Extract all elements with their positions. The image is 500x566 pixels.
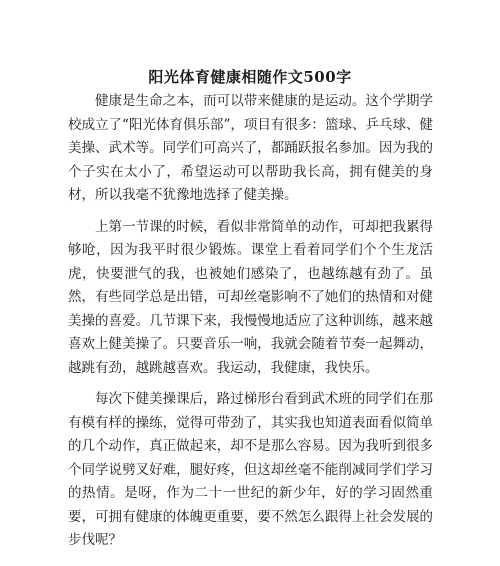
article-body bbox=[68, 90, 433, 561]
article-title: 阳光体育健康相随作文500字 bbox=[148, 68, 352, 86]
article-paragraph: 每次下健美操课后，路过梯形台看到武术班的同学们在那有模有样的操练，觉得可带劲了，其实我也知道表面看似简单的几个动作，真正做起来，却不是那么容易。因为我听到很多个同学说劈叉好难，腿好疼，但这却丝毫不能削减同学们学习的热情。是呀，作为二十一世纪的新少年，好的学习固然重要，可拥有健康的体魄更重要，要不然怎么跟得上社会发展的步伐呢？ bbox=[68, 391, 433, 548]
bottom-fade bbox=[0, 550, 500, 566]
article-paragraph: 上第一节课的时候，看似非常简单的动作，可却把我累得够呛，因为我平时很少锻炼。课堂上看着同学们个个生龙活虎，快要泄气的我，也被她们感染了，也越练越有劲了。虽然，有些同学总是出错，可却丝毫影响不了她们的热情和对健美操的喜爱。几节课下来，我慢慢地适应了这种训练，越来越喜欢上健美操了。只要音乐一响，我就会随着节奏一起舞动，越跳有劲，越跳越喜欢。我运动，我健康，我快乐。 bbox=[68, 218, 433, 376]
article-paragraph: 健康是生命之本，而可以带来健康的是运动。这个学期学校成立了“阳光体育俱乐部”，项目有很多：篮球、乒乓球、健美操、武术等。同学们可高兴了，都踊跃报名参加。因为我的个子实在太小了，希望运动可以帮助我长高，拥有健美的身材，所以我毫不犹豫地选择了健美操。 bbox=[68, 93, 433, 203]
